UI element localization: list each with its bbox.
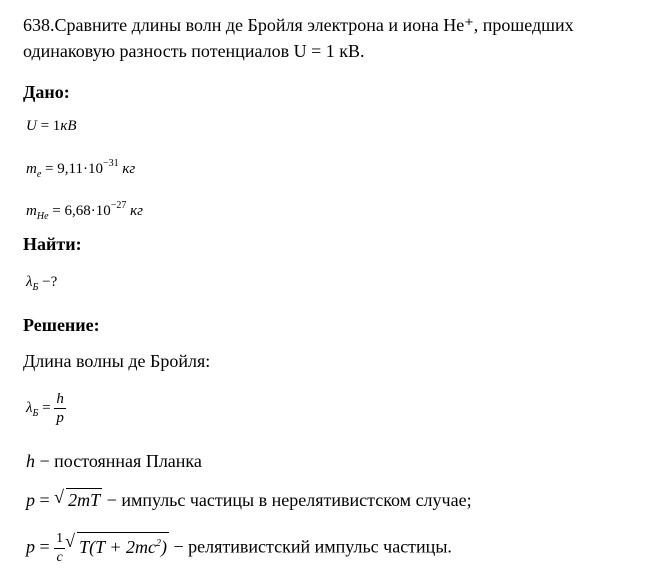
find-heading: Найти: xyxy=(23,234,82,254)
relativistic-description: − релятивистский импульс частицы. xyxy=(169,536,452,557)
problem-line-2: одинаковую разность потенциалов U = 1 кВ. xyxy=(23,41,365,61)
rel-radicand-close: ) xyxy=(161,536,167,557)
rel-sqrt-icon: √ xyxy=(65,530,76,551)
rel-fraction xyxy=(54,530,65,567)
rel-momentum-equals: = xyxy=(35,536,55,557)
solution-intro: Длина волны де Бройля: xyxy=(23,351,211,371)
electron-mass-symbol: m xyxy=(26,161,37,177)
problem-line-1: 638.Сравните длины волн де Бройля электрона и иона He⁺, прошедших xyxy=(23,15,574,35)
given-heading: Дано: xyxy=(23,82,70,102)
momentum-symbol: p xyxy=(26,490,35,510)
rel-fraction-denominator: c xyxy=(56,550,63,565)
formula-fraction xyxy=(54,390,66,427)
find-question: −? xyxy=(38,274,58,290)
relativistic-momentum-line xyxy=(26,530,452,567)
given-electron-mass xyxy=(26,155,135,184)
voltage-equals: = 1 xyxy=(36,118,61,134)
electron-mass-unit: кг xyxy=(118,161,136,177)
voltage-unit: кВ xyxy=(60,118,77,134)
helium-mass-symbol: m xyxy=(26,203,37,219)
electron-mass-exponent: −31 xyxy=(102,158,119,169)
nonrelativistic-momentum-line xyxy=(26,488,472,511)
planck-symbol: h xyxy=(26,451,35,471)
sqrt-expression xyxy=(54,488,102,511)
fraction-numerator: h xyxy=(56,391,64,407)
find-lambda: λ xyxy=(26,274,33,290)
given-voltage xyxy=(26,117,77,135)
voltage-symbol: U xyxy=(26,118,37,134)
rel-radicand-t: T xyxy=(79,536,90,557)
rel-sqrt-radicand xyxy=(77,532,169,558)
solution-heading: Решение: xyxy=(23,315,100,335)
de-broglie-formula xyxy=(26,390,66,427)
nonrelativistic-description: − импульс частицы в нерелятивистском случае; xyxy=(102,490,472,510)
rel-radicand-bracket: (T + 2mc xyxy=(89,536,156,557)
find-lambda-subscript: Б xyxy=(32,282,39,293)
rel-sqrt-expression xyxy=(65,532,169,558)
fraction-denominator: p xyxy=(56,410,64,426)
helium-mass-exponent: −27 xyxy=(110,200,127,211)
electron-mass-subscript: e xyxy=(36,169,42,180)
rel-radicand-exponent: 2 xyxy=(156,537,161,549)
sqrt-radicand: 2mT xyxy=(68,490,101,510)
planck-description: − постоянная Планка xyxy=(35,451,202,471)
formula-lambda: λ xyxy=(26,399,33,416)
planck-line xyxy=(26,450,202,472)
given-helium-mass xyxy=(26,197,143,226)
sqrt-icon: √ xyxy=(54,487,65,507)
helium-mass-unit: кг xyxy=(126,203,143,219)
momentum-equals: = xyxy=(35,490,55,510)
formula-equals: = xyxy=(38,399,55,416)
electron-mass-value: = 9,11·10 xyxy=(41,161,103,177)
find-expression xyxy=(26,273,57,297)
helium-mass-subscript: He xyxy=(36,211,49,222)
rel-momentum-symbol: p xyxy=(26,536,35,557)
rel-fraction-numerator: 1 xyxy=(54,530,65,549)
helium-mass-value: = 6,68·10 xyxy=(48,203,111,219)
formula-lambda-subscript: Б xyxy=(32,407,39,419)
